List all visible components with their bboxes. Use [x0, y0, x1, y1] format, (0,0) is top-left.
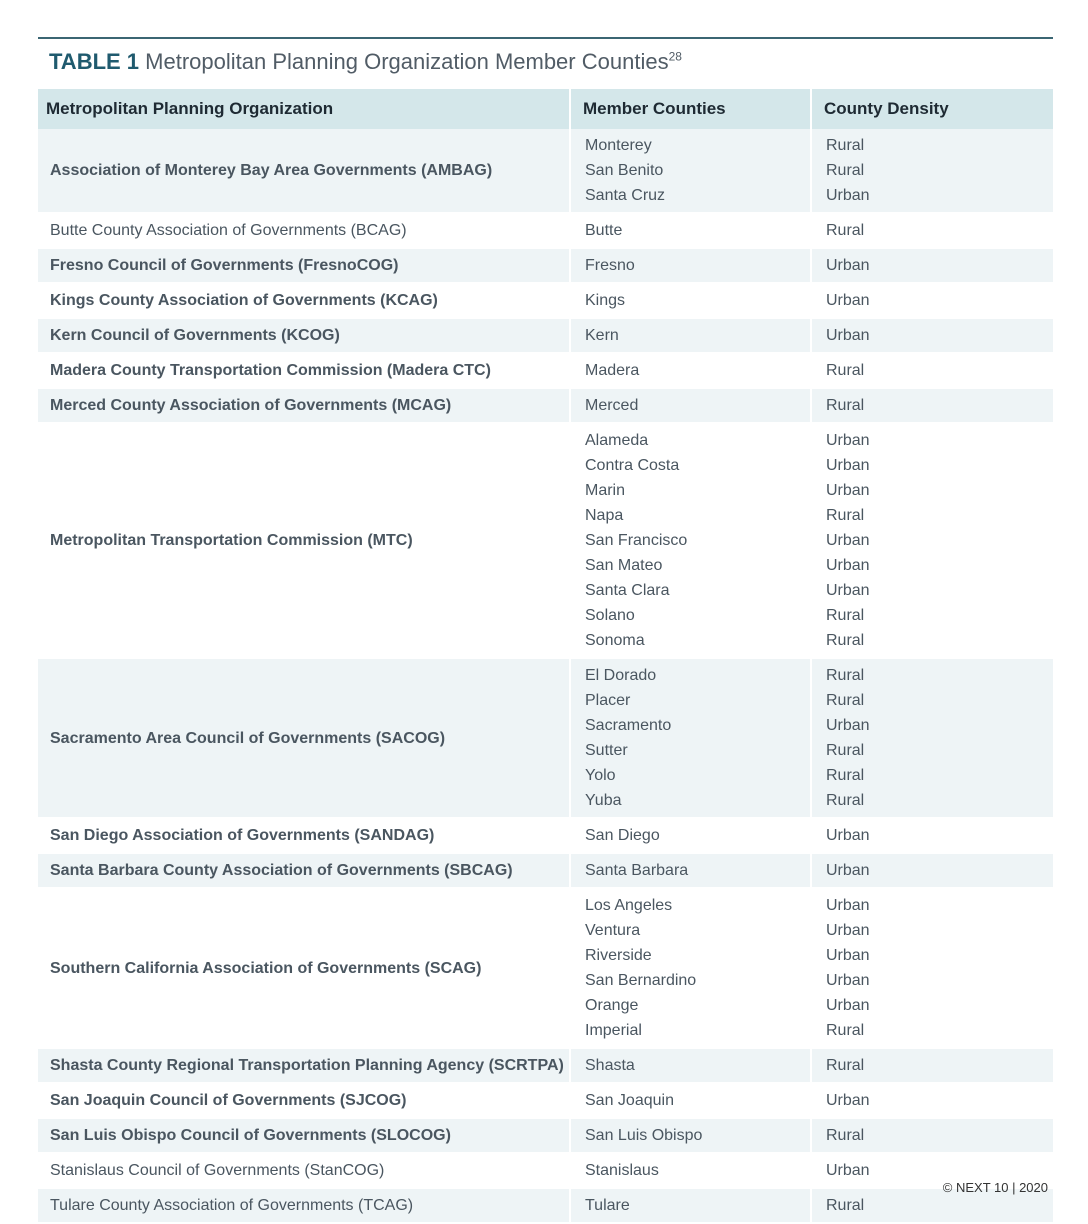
county-name: El Dorado	[585, 667, 657, 684]
county-name: Sonoma	[585, 632, 645, 649]
density-value: Rural	[826, 222, 865, 239]
member-counties-cell	[570, 1153, 811, 1188]
county-name: Placer	[585, 692, 631, 709]
member-counties-cell	[570, 658, 811, 818]
county-density-cell	[811, 888, 1053, 1048]
density-value: Urban	[826, 997, 870, 1014]
density-value: Urban	[826, 482, 870, 499]
member-counties-cell	[570, 1118, 811, 1153]
density-value: Urban	[826, 1162, 870, 1179]
county-name: Yolo	[585, 767, 616, 784]
member-counties-cell	[570, 388, 811, 423]
density-value: Urban	[826, 532, 870, 549]
county-name: Napa	[585, 507, 624, 524]
density-value: Urban	[826, 897, 870, 914]
county-name: San Bernardino	[585, 972, 697, 989]
county-name: Santa Barbara	[585, 862, 689, 879]
density-value: Urban	[826, 187, 870, 204]
county-name: Stanislaus	[585, 1162, 659, 1179]
table-row	[38, 658, 1053, 818]
table-row	[38, 1083, 1053, 1118]
table-row	[38, 248, 1053, 283]
table-row	[38, 388, 1053, 423]
county-name: Kern	[585, 327, 619, 344]
member-counties-cell	[570, 818, 811, 853]
table-number: TABLE 1	[49, 49, 140, 74]
county-name: San Diego	[585, 827, 660, 844]
table-row	[38, 888, 1053, 1048]
county-name: Fresno	[585, 257, 635, 274]
title-rule	[38, 37, 1053, 39]
county-density-cell	[811, 853, 1053, 888]
county-name: San Joaquin	[585, 1092, 674, 1109]
mpo-name: Association of Monterey Bay Area Governments (AMBAG)	[38, 129, 570, 213]
table-row	[38, 213, 1053, 248]
density-value: Urban	[826, 582, 870, 599]
county-name: Sutter	[585, 742, 628, 759]
member-counties-cell	[570, 1188, 811, 1223]
density-value: Rural	[826, 397, 865, 414]
member-counties-cell	[570, 283, 811, 318]
density-value: Rural	[826, 507, 865, 524]
mpo-name: San Joaquin Council of Governments (SJCOG)	[38, 1083, 570, 1118]
mpo-name: Tulare County Association of Governments (TCAG)	[38, 1188, 570, 1223]
mpo-name: Merced County Association of Governments (MCAG)	[38, 388, 570, 423]
table-row	[38, 129, 1053, 213]
county-density-cell	[811, 1048, 1053, 1083]
county-density-cell	[811, 283, 1053, 318]
member-counties-cell	[570, 129, 811, 213]
density-value: Urban	[826, 432, 870, 449]
table-row	[38, 818, 1053, 853]
member-counties-cell	[570, 1083, 811, 1118]
county-density-cell	[811, 1118, 1053, 1153]
mpo-name: Fresno Council of Governments (FresnoCOG)	[38, 248, 570, 283]
county-name: Shasta	[585, 1057, 635, 1074]
mpo-name: San Luis Obispo Council of Governments (SLOCOG)	[38, 1118, 570, 1153]
county-name: Solano	[585, 607, 635, 624]
county-name: San Mateo	[585, 557, 663, 574]
member-counties-cell	[570, 853, 811, 888]
county-name: Ventura	[585, 922, 641, 939]
mpo-name: Sacramento Area Council of Governments (SACOG)	[38, 658, 570, 818]
mpo-name: Kern Council of Governments (KCOG)	[38, 318, 570, 353]
county-name: Santa Cruz	[585, 187, 666, 204]
density-value: Rural	[826, 1127, 865, 1144]
table-row	[38, 423, 1053, 658]
mpo-name: Southern California Association of Governments (SCAG)	[38, 888, 570, 1048]
density-value: Urban	[826, 327, 870, 344]
county-name: San Francisco	[585, 532, 688, 549]
density-value: Rural	[826, 632, 865, 649]
header-county-density: County Density	[811, 89, 1053, 129]
county-name: Merced	[585, 397, 639, 414]
density-value: Rural	[826, 1022, 865, 1039]
table-row	[38, 1153, 1053, 1188]
table-row	[38, 318, 1053, 353]
mpo-name: Madera County Transportation Commission (Madera CTC)	[38, 353, 570, 388]
county-name: Madera	[585, 362, 640, 379]
member-counties-cell	[570, 423, 811, 658]
county-density-cell	[811, 1083, 1053, 1118]
mpo-name: Kings County Association of Governments (KCAG)	[38, 283, 570, 318]
county-name: San Benito	[585, 162, 664, 179]
county-density-cell	[811, 213, 1053, 248]
county-name: Tulare	[585, 1197, 630, 1214]
density-value: Urban	[826, 862, 870, 879]
county-name: Orange	[585, 997, 639, 1014]
header-mpo: Metropolitan Planning Organization	[38, 89, 570, 129]
county-name: Kings	[585, 292, 626, 309]
county-name: Alameda	[585, 432, 649, 449]
mpo-name: Metropolitan Transportation Commission (MTC)	[38, 423, 570, 658]
density-value: Rural	[826, 767, 865, 784]
density-value: Urban	[826, 457, 870, 474]
density-value: Urban	[826, 557, 870, 574]
table-row	[38, 353, 1053, 388]
mpo-table	[38, 89, 1053, 1224]
member-counties-cell	[570, 353, 811, 388]
county-name: Yuba	[585, 792, 622, 809]
county-name: Santa Clara	[585, 582, 670, 599]
member-counties-cell	[570, 248, 811, 283]
density-value: Urban	[826, 827, 870, 844]
density-value: Urban	[826, 1092, 870, 1109]
county-density-cell	[811, 658, 1053, 818]
mpo-name: Butte County Association of Governments (BCAG)	[38, 213, 570, 248]
density-value: Urban	[826, 947, 870, 964]
member-counties-cell	[570, 888, 811, 1048]
member-counties-cell	[570, 213, 811, 248]
county-density-cell	[811, 248, 1053, 283]
mpo-name: San Diego Association of Governments (SANDAG)	[38, 818, 570, 853]
table-row	[38, 1118, 1053, 1153]
county-density-cell	[811, 318, 1053, 353]
county-name: Imperial	[585, 1022, 642, 1039]
county-name: Sacramento	[585, 717, 672, 734]
county-name: San Luis Obispo	[585, 1127, 703, 1144]
county-density-cell	[811, 388, 1053, 423]
table-title-text: Metropolitan Planning Organization Member Counties	[145, 49, 669, 74]
density-value: Urban	[826, 972, 870, 989]
density-value: Urban	[826, 257, 870, 274]
density-value: Rural	[826, 1057, 865, 1074]
density-value: Rural	[826, 137, 865, 154]
county-density-cell	[811, 353, 1053, 388]
table-body	[38, 129, 1053, 1223]
density-value: Urban	[826, 922, 870, 939]
county-density-cell	[811, 129, 1053, 213]
density-value: Rural	[826, 692, 865, 709]
header-member-counties: Member Counties	[570, 89, 811, 129]
footnote-marker: 28	[668, 49, 682, 64]
density-value: Rural	[826, 1197, 865, 1214]
density-value: Rural	[826, 742, 865, 759]
table-row	[38, 853, 1053, 888]
table-row	[38, 1048, 1053, 1083]
county-name: Marin	[585, 482, 626, 499]
density-value: Rural	[826, 362, 865, 379]
density-value: Rural	[826, 792, 865, 809]
mpo-name: Santa Barbara County Association of Governments (SBCAG)	[38, 853, 570, 888]
county-name: Los Angeles	[585, 897, 673, 914]
density-value: Rural	[826, 667, 865, 684]
density-value: Urban	[826, 717, 870, 734]
header-row	[38, 89, 1053, 129]
county-name: Riverside	[585, 947, 652, 964]
mpo-name: Stanislaus Council of Governments (StanCOG)	[38, 1153, 570, 1188]
county-name: Contra Costa	[585, 457, 680, 474]
density-value: Rural	[826, 607, 865, 624]
member-counties-cell	[570, 1048, 811, 1083]
county-density-cell	[811, 423, 1053, 658]
copyright-notice: © NEXT 10 | 2020	[942, 1180, 1048, 1195]
density-value: Urban	[826, 292, 870, 309]
table-row	[38, 1188, 1053, 1223]
table-row	[38, 283, 1053, 318]
density-value: Rural	[826, 162, 865, 179]
member-counties-cell	[570, 318, 811, 353]
table-header	[38, 89, 1053, 129]
table-title	[49, 49, 682, 75]
county-name: Butte	[585, 222, 623, 239]
county-density-cell	[811, 818, 1053, 853]
county-name: Monterey	[585, 137, 652, 154]
mpo-name: Shasta County Regional Transportation Planning Agency (SCRTPA)	[38, 1048, 570, 1083]
